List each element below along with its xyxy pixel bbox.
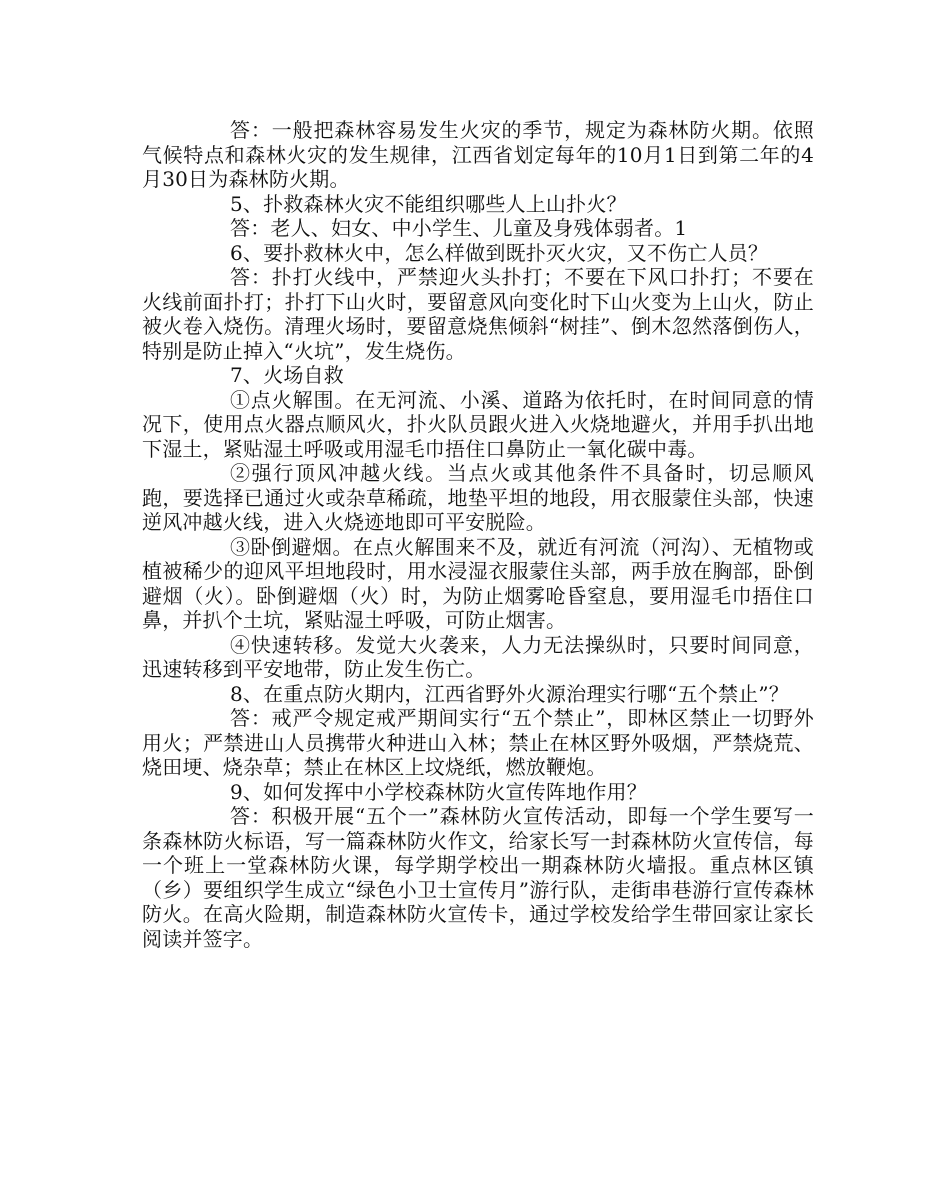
question-7: 7、火场自救 — [230, 363, 344, 387]
question-6: 6、要扑救林火中，怎么样做到既扑灭火灾，又不伤亡人员？ — [230, 240, 769, 265]
document-body — [142, 118, 814, 951]
answer-fire-season: 答：一般把森林容易发生火灾的季节，规定为森林防火期。依照气候特点和森林火灾的发生规律，江西省划定每年的10月1日到第二年的4月30日为森林防火期。 — [142, 118, 814, 191]
answer-8: 答：戒严令规定戒严期间实行“五个禁止”，即林区禁止一切野外用火；严禁进山人员携带火种进山入林；禁止在林区野外吸烟，严禁烧荒、烧田埂、烧杂草；禁止在林区上坟烧纸，燃放鞭炮。 — [142, 706, 814, 779]
answer-5: 答：老人、妇女、中小学生、儿童及身残体弱者。1 — [230, 216, 688, 240]
answer-9: 答：积极开展“五个一”森林防火宣传活动，即每一个学生要写一条森林防火标语，写一篇森林防火作文，给家长写一封森林防火宣传信，每一个班上一堂森林防火课，每学期学校出一期森林防火墙报。重点林区镇（乡）要组织学生成立“绿色小卫士宣传月”游行队，走街串巷游行宣传森林防火。在高火险期，制造森林防火宣传卡，通过学校发给学生带回家让家长阅读并签字。 — [142, 804, 814, 951]
question-8: 8、在重点防火期内，江西省野外火源治理实行哪“五个禁止”？ — [230, 681, 789, 706]
self-rescue-item-1: ①点火解围。在无河流、小溪、道路为依托时，在时间同意的情况下，使用点火器点顺风火，扑火队员跟火进入火烧地避火，并用手扒出地下湿土，紧贴湿土呼吸或用湿毛巾捂住口鼻防止一氧化碳中毒。 — [142, 387, 814, 461]
answer-6: 答：扑打火线中，严禁迎火头扑打；不要在下风口扑打；不要在火线前面扑打；扑打下山火时，要留意风向变化时下山火变为上山火，防止被火卷入烧伤。清理火场时，要留意烧焦倾斜“树挂”、倒木忽然落倒伤人，特别是防止掉入“火坑”，发生烧伤。 — [142, 265, 814, 363]
self-rescue-item-4: ④快速转移。发觉大火袭来，人力无法操纵时，只要时间同意，迅速转移到平安地带，防止发生伤亡。 — [142, 632, 814, 681]
question-5: 5、扑救森林火灾不能组织哪些人上山扑火？ — [230, 191, 627, 216]
question-9: 9、如何发挥中小学校森林防火宣传阵地作用？ — [230, 779, 647, 804]
self-rescue-item-2: ②强行顶风冲越火线。当点火或其他条件不具备时，切忌顺风跑，要选择已通过火或杂草稀疏，地垫平坦的地段，用衣服蒙住头部，快速逆风冲越火线，进入火烧迹地即可平安脱险。 — [142, 461, 814, 534]
self-rescue-item-3: ③卧倒避烟。在点火解围来不及，就近有河流（河沟）、无植物或植被稀少的迎风平坦地段时，用水浸湿衣服蒙住头部，两手放在胸部，卧倒避烟（火）。卧倒避烟（火）时，为防止烟雾呛昏窒息，要用湿毛巾捂住口鼻，并扒个土坑，紧贴湿土呼吸，可防止烟害。 — [142, 534, 814, 632]
